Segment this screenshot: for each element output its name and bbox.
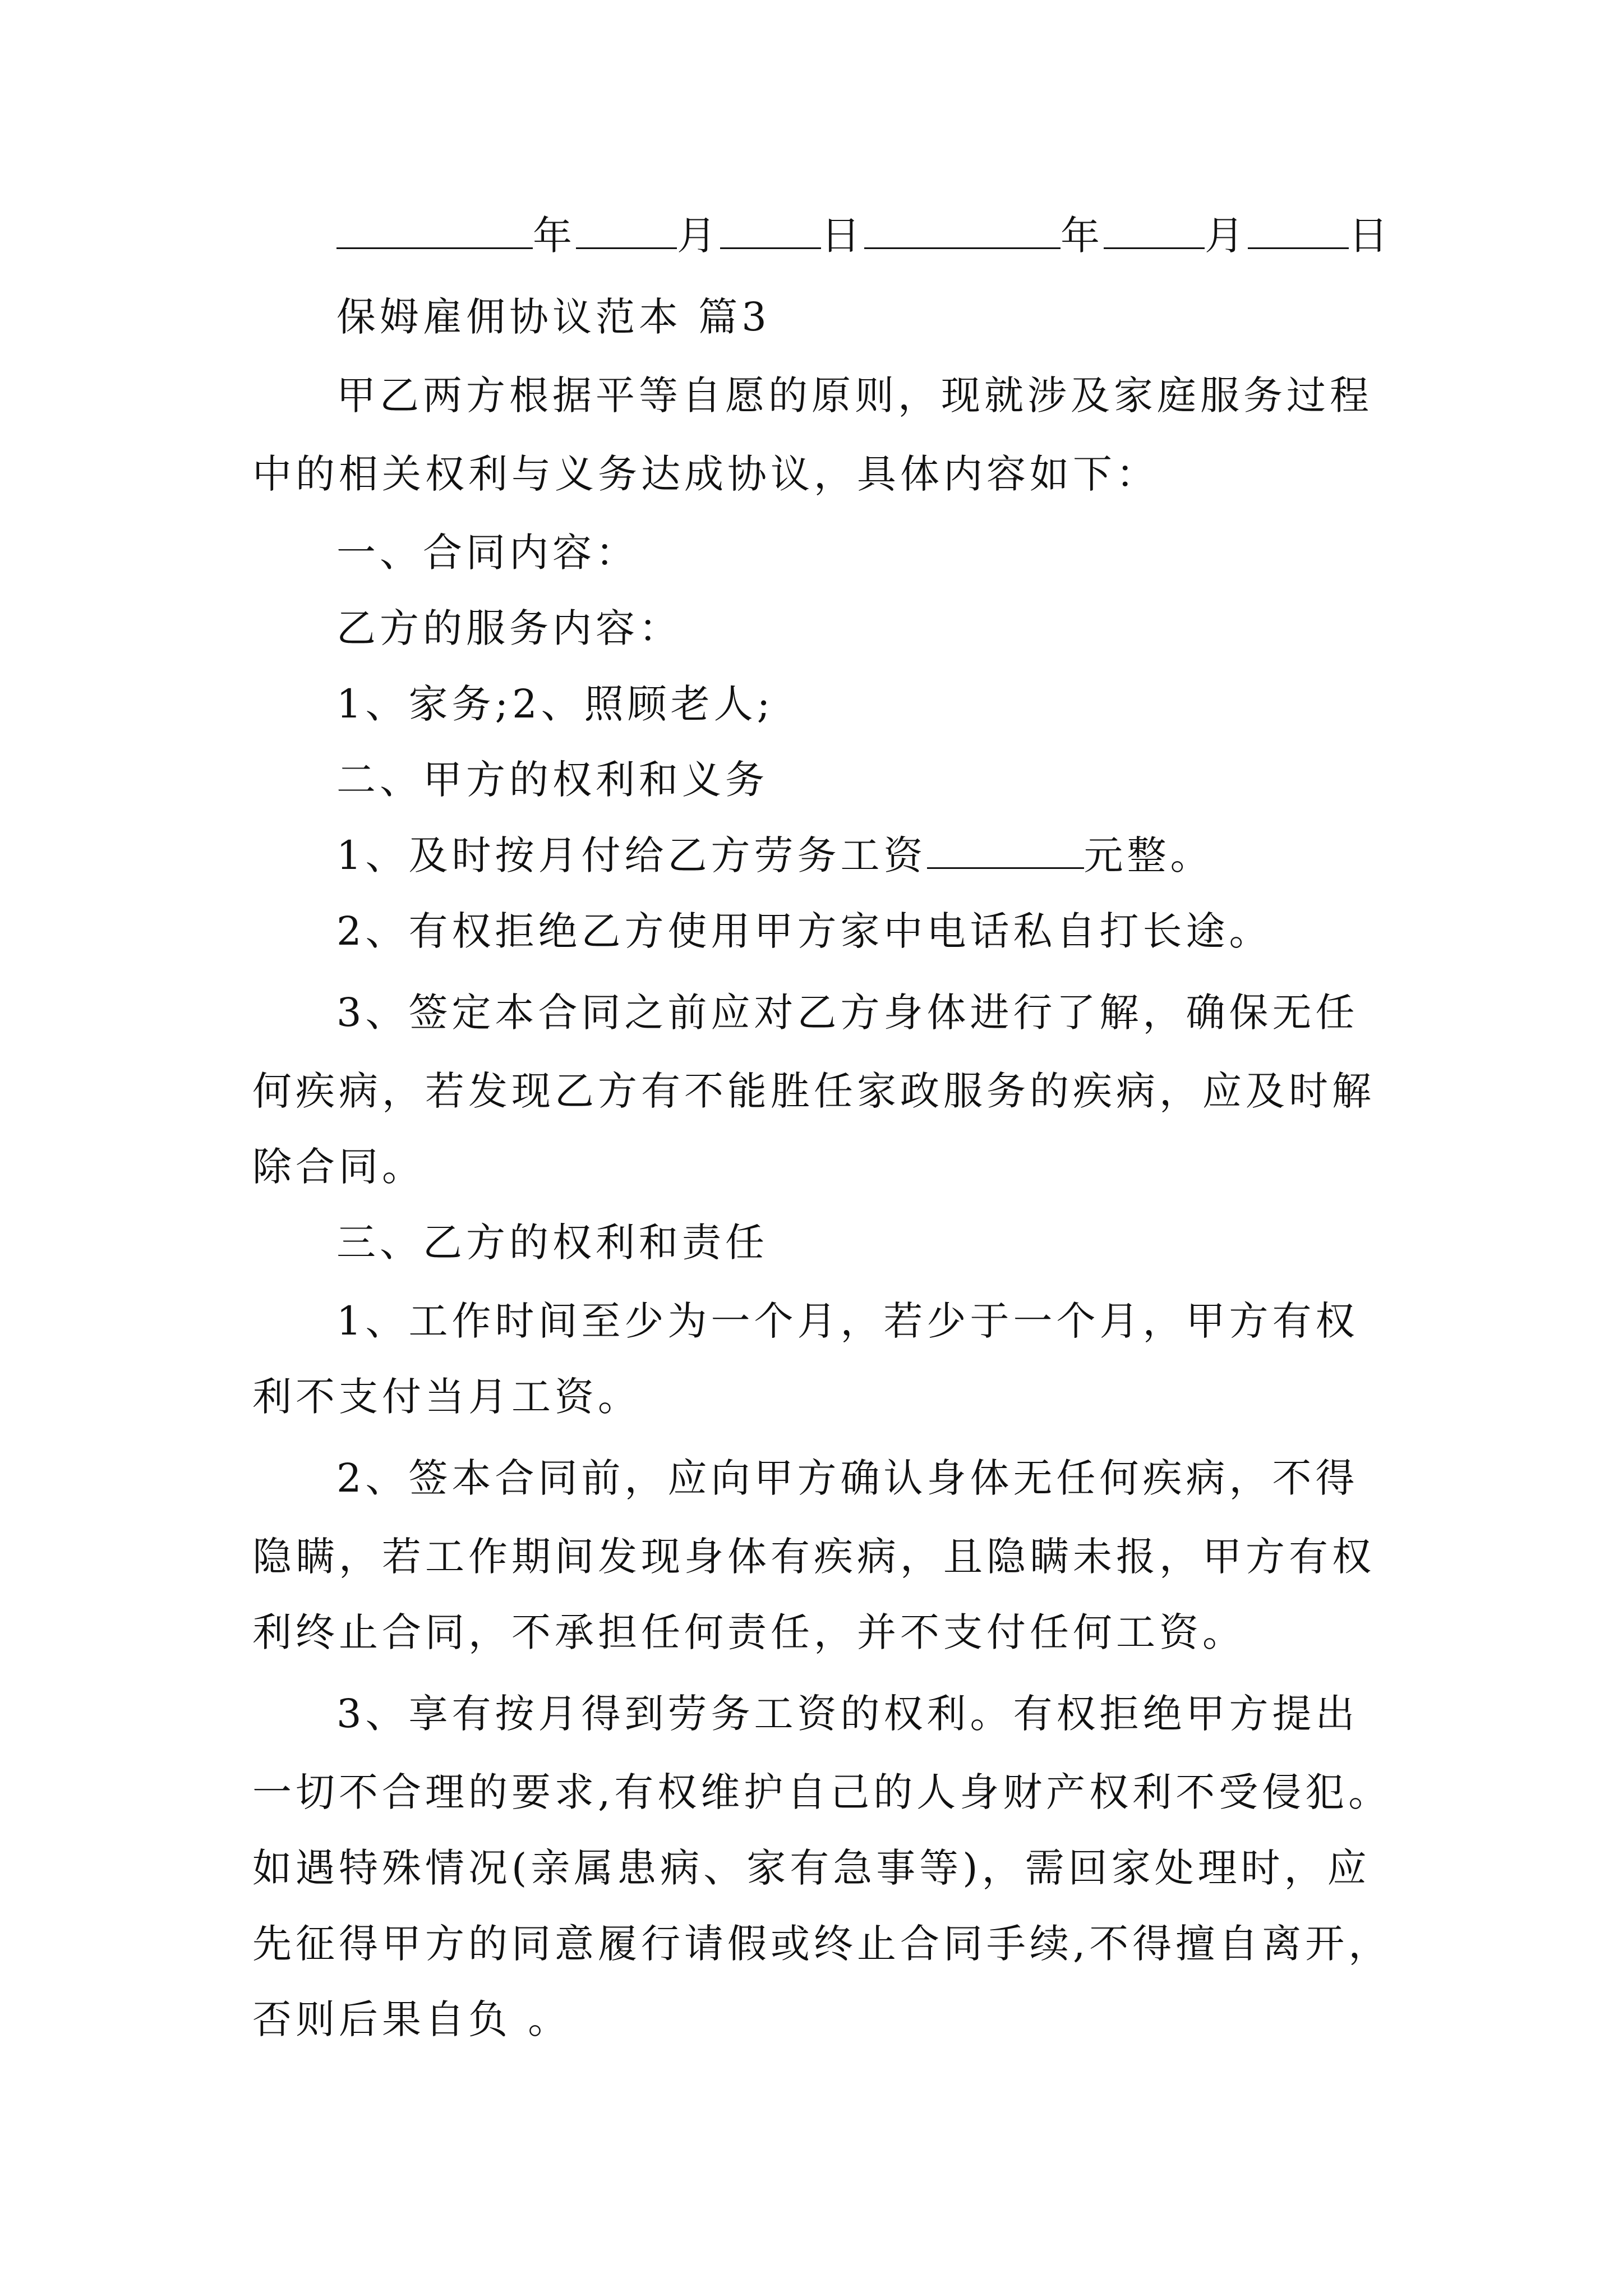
s3-item3-line4: 先征得甲方的同意履行请假或终止合同手续,不得擅自离开，	[252, 1921, 1392, 1967]
month-blank-2	[1104, 213, 1205, 249]
s3-item3-line5: 否则后果自负 。	[252, 1996, 571, 2042]
s3-item2-line2: 隐瞒，若工作期间发现身体有疾病，且隐瞒未报，甲方有权	[252, 1534, 1375, 1580]
s3-item3-line2: 一切不合理的要求,有权维护自己的人身财产权利不受侵犯。	[252, 1769, 1392, 1815]
section2-heading: 二、甲方的权利和义务	[336, 757, 768, 803]
document-title: 保姆雇佣协议范本 篇3	[336, 294, 771, 340]
signature-date-row	[336, 210, 1458, 261]
s3-item1-line1: 1、工作时间至少为一个月，若少于一个月，甲方有权	[336, 1298, 1359, 1344]
s2-item1-suffix: 元整。	[1083, 832, 1214, 878]
intro-line-2: 中的相关权利与义务达成协议，具体内容如下：	[252, 451, 1159, 497]
s3-item3-line1: 3、享有按月得到劳务工资的权利。有权拒绝甲方提出	[336, 1691, 1359, 1737]
s2-item3-line1: 3、签定本合同之前应对乙方身体进行了解，确保无任	[336, 990, 1359, 1036]
section3-heading: 三、乙方的权利和责任	[336, 1220, 768, 1266]
s3-item1-line2: 利不支付当月工资。	[252, 1374, 641, 1420]
intro-line-1: 甲乙两方根据平等自愿的原则，现就涉及家庭服务过程	[336, 372, 1373, 418]
day-label-1: 日	[821, 213, 864, 259]
month-label-2: 月	[1205, 213, 1248, 259]
year-blank-2	[864, 213, 1061, 249]
s3-item2-line3: 利终止合同，不承担任何责任，并不支付任何工资。	[252, 1609, 1246, 1655]
day-blank-2	[1248, 213, 1349, 249]
month-label-1: 月	[677, 213, 720, 259]
section1-heading: 一、合同内容：	[336, 530, 639, 576]
day-label-2: 日	[1349, 213, 1392, 259]
s2-item1-text: 1、及时按月付给乙方劳务工资	[336, 832, 927, 878]
year-label-1: 年	[533, 213, 576, 259]
service-items: 1、家务;2、照顾老人;	[336, 681, 774, 727]
s2-item3-line3: 除合同。	[252, 1144, 425, 1190]
month-blank-1	[576, 213, 677, 249]
service-heading: 乙方的服务内容：	[336, 605, 682, 651]
day-blank-1	[720, 213, 821, 249]
s3-item2-line1: 2、签本合同前，应向甲方确认身体无任何疾病，不得	[336, 1455, 1359, 1501]
s2-item2: 2、有权拒绝乙方使用甲方家中电话私自打长途。	[336, 908, 1272, 954]
wage-blank	[927, 832, 1084, 869]
year-blank-1	[336, 213, 533, 249]
s2-item3-line2: 何疾病，若发现乙方有不能胜任家政服务的疾病，应及时解	[252, 1068, 1375, 1114]
year-label-2: 年	[1061, 213, 1104, 259]
s3-item3-line3: 如遇特殊情况(亲属患病、家有急事等)，需回家处理时，应	[252, 1845, 1371, 1891]
s2-item1	[336, 830, 1458, 881]
